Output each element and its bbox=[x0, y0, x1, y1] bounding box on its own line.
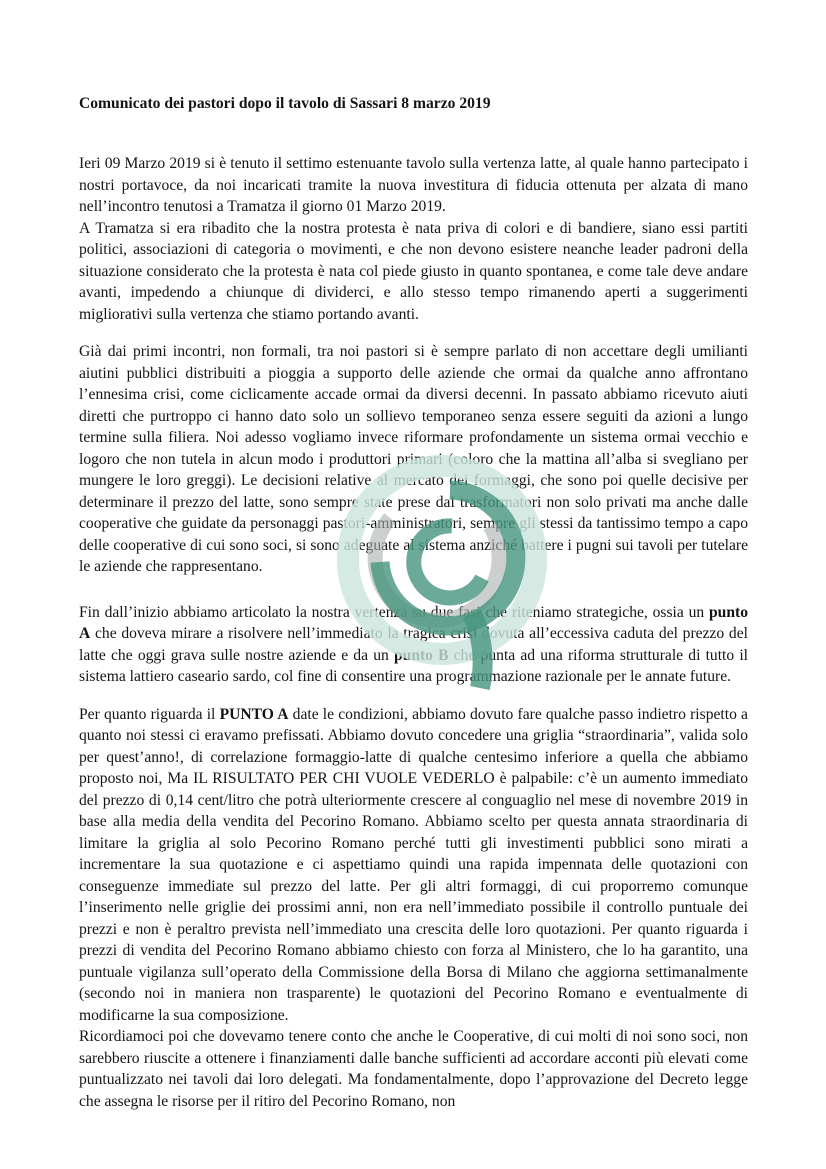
document-title: Comunicato dei pastori dopo il tavolo di Sassari 8 marzo 2019 bbox=[79, 95, 491, 112]
bold-text-run: PUNTO A bbox=[219, 705, 289, 723]
text-run: Già dai primi incontri, non formali, tra noi pastori si è sempre parlato di non accettare degli umilianti aiutini pubblici distribuiti a pioggia a supporto delle aziende che ormai da qualche anno affrontano l’ennesima crisi, come ciclicamente accade ormai da diversi decenni. In passato abbiamo ricevuto aiuti diretti che purtroppo ci hanno dato solo un sollievo temporaneo senza essere seguiti da azioni a lungo termine sulla filiera. Noi adesso vogliamo invece riformare profondamente un sistema ormai vecchio e logoro che non tutela in alcun modo i produttori primari (coloro che la mattina all’alba si svegliano per mungere le loro greggi). Le decisioni relative al mercato dei formaggi, che sono poi quelle decisive per determinare il prezzo del latte, sono sempre state prese dai trasformatori non solo privati ma anche dalle cooperative che guidate da personaggi pastori-amministratori, sempre gli stessi da tantissimo tempo a capo delle cooperative di cui sono soci, si sono adeguate al sistema anziché battere i pugni sui tavoli per tutelare le aziende che rappresentano. bbox=[79, 343, 748, 575]
text-run: che punta ad una riforma strutturale di tutto il sistema lattiero caseario sardo, col fine di consentire una programmazione razionale per le annate future. bbox=[79, 646, 748, 685]
text-run: Ricordiamoci poi che dovevamo tenere conto che anche le Cooperative, di cui molti di noi sono soci, non sarebbero riuscite a ottenere i finanziamenti dalle banche sufficienti ad accordare acconti più elevati come puntualizzato nei tavoli dai loro delegati. Ma fondamentalmente, dopo l’approvazione del Decreto legge che assegna le risorse per il ritiro del Pecorino Romano, non bbox=[79, 1028, 748, 1110]
text-run: Fin dall’inizio abbiamo articolato la nostra vertenza su due fasi che riteniamo strategiche, ossia un bbox=[79, 603, 709, 621]
paragraph bbox=[79, 153, 748, 218]
text-run: Ieri 09 Marzo 2019 si è tenuto il settimo estenuante tavolo sulla vertenza latte, al quale hanno partecipato i nostri portavoce, da noi incaricati tramite la nuova investitura di fiducia ottenuta per alzata di mano nell’incontro tenutosi a Tramatza il giorno 01 Marzo 2019. bbox=[79, 155, 748, 215]
paragraph bbox=[79, 218, 748, 326]
bold-text-run: punto B bbox=[393, 646, 449, 664]
bold-text-run: punto A bbox=[79, 603, 748, 642]
paragraph bbox=[79, 341, 748, 578]
text-run: date le condizioni, abbiamo dovuto fare qualche passo indietro rispetto a quanto noi stessi ci eravamo prefissati. Abbiamo dovuto concedere una griglia “straordinaria”, valida solo per quest’anno!, di correlazione formaggio-latte di qualche centesimo inferiore a quella che abbiamo proposto noi, Ma IL RISULTATO PER CHI VUOLE VEDERLO è palpabile: c’è un aumento immediato del prezzo di 0,14 cent/litro che potrà ulteriormente crescere al conguaglio nel mese di novembre 2019 in base alla media della vendita del Pecorino Romano. Abbiamo scelto per questa annata straordinaria di limitare la griglia al solo Pecorino Romano perché tutti gli investimenti pubblici sono mirati a incrementare la sua quotazione e ci aspettiamo quindi una rapida impennata delle quotazioni con conseguenze immediate sul prezzo del latte. Per gli altri formaggi, di cui proporremo comunque l’inserimento nelle griglie dei prossimi anni, non era nell’immediato possibile il controllo puntuale dei prezzi e non è peraltro prevista nell’immediato una crescita delle loro quotazioni. Per quanto riguarda i prezzi di vendita del Pecorino Romano abbiamo chiesto con forza al Ministero, che lo ha garantito, una puntuale vigilanza sull’operato della Commissione della Borsa di Milano che aggiorna settimanalmente (secondo noi in maniera non trasparente) le quotazioni del Pecorino Romano e eventualmente di modificarne la sua composizione. bbox=[79, 705, 748, 1024]
document-body bbox=[79, 153, 748, 1112]
paragraph bbox=[79, 602, 748, 688]
paragraph bbox=[79, 704, 748, 1027]
text-run: Per quanto riguarda il bbox=[79, 705, 220, 723]
paragraph bbox=[79, 1026, 748, 1112]
text-run: A Tramatza si era ribadito che la nostra protesta è nata priva di colori e di bandiere, siano essi partiti politici, associazioni di categoria o movimenti, e che non devono esistere neanche leader padroni della situazione considerato che la protesta è nata col piede giusto in quanto spontanea, e come tale deve andare avanti, impedendo a chiunque di dividerci, e allo stesso tempo rimanendo aperti a suggerimenti migliorativi sulla vertenza che stiamo portando avanti. bbox=[79, 219, 748, 323]
text-run: che doveva mirare a risolvere nell’immediato la tragica crisi dovuta all’eccessiva caduta del prezzo del latte che oggi grava sulle nostre aziende e da un bbox=[79, 625, 748, 664]
